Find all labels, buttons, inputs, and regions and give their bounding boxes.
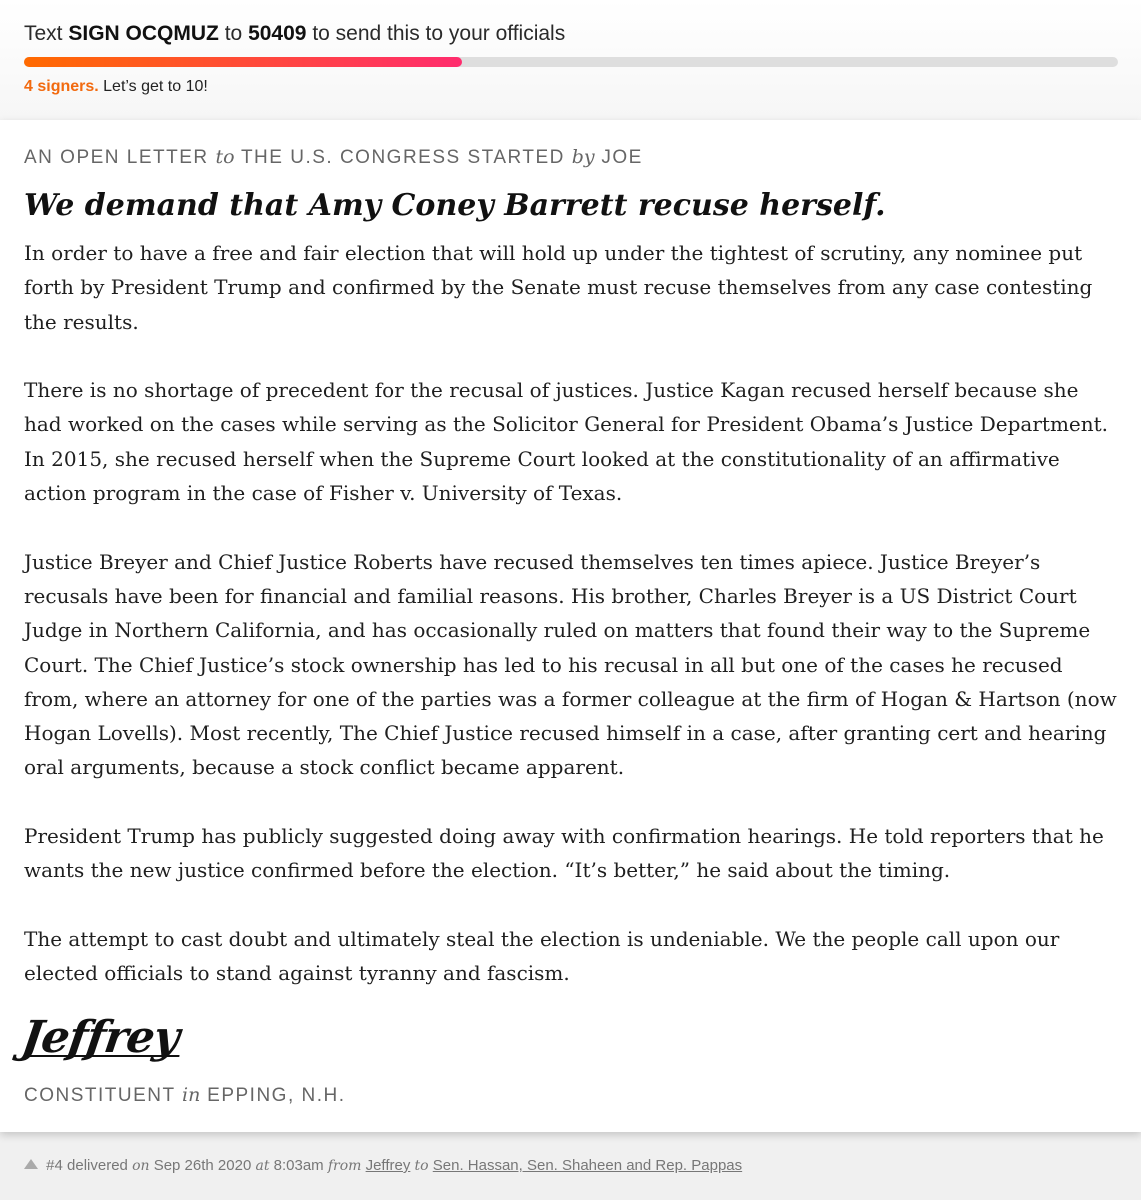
signers-progress-bar bbox=[24, 57, 1118, 67]
footer-from: from bbox=[327, 1158, 362, 1174]
delivery-time: 8:03am bbox=[273, 1157, 324, 1174]
footer-on: on bbox=[132, 1158, 150, 1174]
sms-instructions bbox=[24, 22, 565, 46]
signers-count: 4 signers. bbox=[24, 78, 99, 95]
delivery-footer bbox=[24, 1157, 742, 1174]
delivery-number: #4 delivered bbox=[46, 1157, 128, 1174]
letter-card bbox=[0, 120, 1141, 1132]
sms-number: 50409 bbox=[248, 22, 307, 45]
letter-paragraph: In order to have a free and fair election that will hold up under the tightest of scrutiny, any nominee put forth by President Trump and confirmed by the Senate must recuse themselves from any case contesting the results. bbox=[24, 241, 1093, 334]
signers-goal: Let’s get to 10! bbox=[103, 78, 208, 95]
letter-paragraph: Justice Breyer and Chief Justice Roberts have recused themselves ten times apiece. Justice Breyer’s recusals have been for financial and familial reasons. His brother, Charles Breyer is a US District Court Judge in Northern California, and has occasionally ruled on matters that found their way to the Supreme Court. The Chief Justice’s stock ownership has led to his recusal in all but one of the cases he recused from, where an attorney for one of the parties was a former colleague at the firm of Hogan & Hartson (now Hogan Lovells). Most recently, The Chief Justice recused himself in a case, after granting cert and hearing oral arguments, because a stock conflict became apparent. bbox=[24, 549, 1117, 780]
letter-kicker bbox=[24, 146, 643, 169]
kicker-author: JOE bbox=[601, 147, 643, 168]
footer-to: to bbox=[414, 1158, 429, 1174]
sms-suffix: to send this to your officials bbox=[312, 22, 566, 45]
signers-progress-fill bbox=[24, 57, 462, 67]
constituent-in: in bbox=[182, 1084, 201, 1106]
kicker-open-letter: AN OPEN LETTER bbox=[24, 147, 209, 168]
sms-prefix: Text bbox=[24, 22, 63, 45]
sms-mid: to bbox=[224, 22, 243, 45]
triangle-up-icon bbox=[24, 1159, 38, 1169]
sms-banner bbox=[0, 0, 1141, 120]
letter-paragraph: President Trump has publicly suggested doing away with confirmation hearings. He told reporters that he wants the new justice confirmed before the election. “It’s better,” he said about the timing. bbox=[24, 824, 1104, 883]
constituent-label: CONSTITUENT bbox=[24, 1085, 176, 1106]
footer-at: at bbox=[255, 1158, 270, 1174]
sms-keyword: SIGN OCQMUZ bbox=[68, 22, 219, 45]
constituent-location bbox=[24, 1084, 346, 1107]
signers-status bbox=[24, 78, 208, 96]
recipients-link[interactable]: Sen. Hassan, Sen. Shaheen and Rep. Pappas bbox=[432, 1157, 743, 1174]
constituent-town: EPPING, N.H. bbox=[207, 1085, 346, 1106]
kicker-by: by bbox=[571, 146, 595, 168]
signature: Jeffrey bbox=[18, 1012, 183, 1063]
author-link[interactable]: Jeffrey bbox=[365, 1157, 411, 1174]
letter-headline: We demand that Amy Coney Barrett recuse herself. bbox=[24, 188, 886, 223]
kicker-to: to bbox=[215, 146, 235, 168]
kicker-recipient: THE U.S. CONGRESS STARTED bbox=[240, 147, 565, 168]
letter-paragraph: There is no shortage of precedent for the recusal of justices. Justice Kagan recused herself because she had worked on the cases while serving as the Solicitor General for President Obama’s Justice Department. In 2015, she recused herself when the Supreme Court looked at the constitutionality of an affirmative action program in the case of Fisher v. University of Texas. bbox=[24, 378, 1109, 506]
letter-body bbox=[24, 236, 1122, 1025]
letter-paragraph: The attempt to cast doubt and ultimately steal the election is undeniable. We the people call upon our elected officials to stand against tyranny and fascism. bbox=[24, 926, 1060, 986]
delivery-date: Sep 26th 2020 bbox=[153, 1157, 252, 1174]
